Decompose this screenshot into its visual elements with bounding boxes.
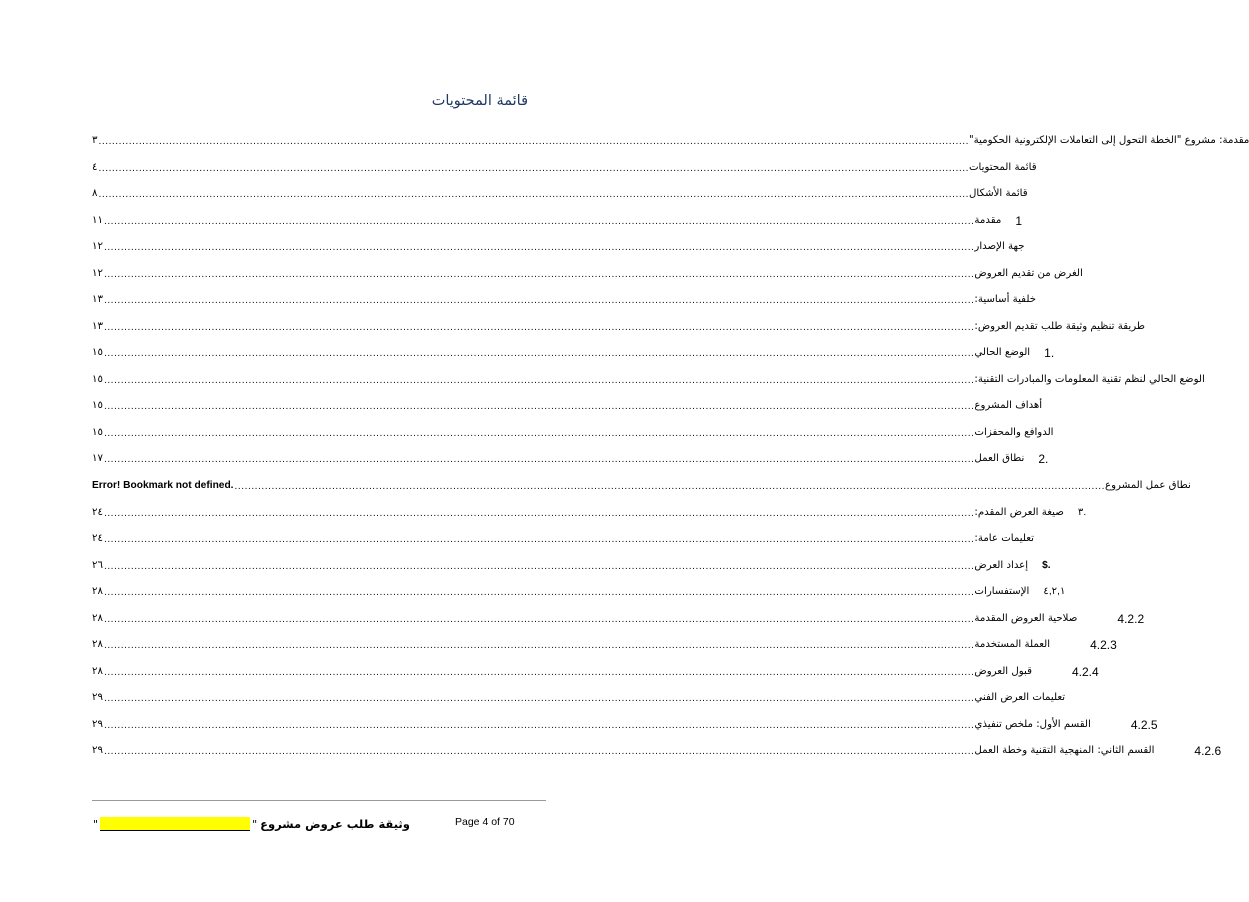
toc-entry[interactable] [92, 661, 1099, 679]
toc-dot-leader: ................................................................................................................................................................................................................................................................... [103, 402, 975, 412]
toc-page-number: ٢٨ [92, 639, 103, 650]
footer-doc-title [93, 816, 410, 832]
toc-section-number: ٣. [1077, 507, 1087, 518]
toc-entry-label: صلاحية العروض المقدمة [974, 613, 1078, 624]
toc-page-number: ١٧ [92, 453, 103, 464]
toc-page-number: ١٢ [92, 241, 103, 252]
toc-section-number: 4.2.6 [1194, 744, 1222, 758]
toc-entry-label: قبول العروض [974, 666, 1032, 677]
toc-entry-label: خلفية أساسية: [974, 294, 1036, 305]
toc-entry[interactable] [92, 130, 1249, 148]
toc-page-number: ٢٩ [92, 745, 103, 756]
toc-page-number: ٣ [92, 135, 98, 146]
toc-dot-leader: ................................................................................................................................................................................................................................................................... [103, 243, 975, 253]
toc-page-number: ١٣ [92, 294, 103, 305]
page-number: Page 4 of 70 [455, 816, 515, 828]
toc-entry-label: نطاق عمل المشروع [1104, 480, 1191, 491]
toc-entry[interactable] [92, 342, 1055, 360]
toc-entry-label: أهداف المشروع [974, 400, 1043, 411]
toc-dot-leader: ................................................................................................................................................................................................................................................................... [234, 482, 1105, 492]
toc-page-number: Error! Bookmark not defined. [92, 480, 234, 491]
toc-dot-leader: ................................................................................................................................................................................................................................................................... [103, 588, 975, 598]
toc-entry-label: نطاق العمل [974, 453, 1025, 464]
toc-dot-leader: ................................................................................................................................................................................................................................................................... [103, 455, 975, 465]
toc-dot-leader: ................................................................................................................................................................................................................................................................... [103, 562, 975, 572]
toc-page-number: ٢٨ [92, 613, 103, 624]
toc-section-number: 1. [1044, 346, 1055, 360]
toc-page-number: ١٢ [92, 268, 103, 279]
toc-page-number: ٢٨ [92, 586, 103, 597]
toc-entry-label: قائمة المحتويات [968, 162, 1037, 173]
toc-entry-label: الوضع الحالي [974, 347, 1031, 358]
toc-title: قائمة المحتويات [431, 93, 528, 109]
toc-dot-leader: ................................................................................................................................................................................................................................................................... [103, 641, 975, 651]
toc-entry-label: تعليمات العرض الفني [974, 692, 1066, 703]
toc-entry-label: الدوافع والمحفزات [974, 427, 1054, 438]
toc-entry-label: جهة الإصدار [974, 241, 1025, 252]
toc-entry[interactable] [92, 210, 1022, 228]
toc-entry[interactable] [92, 555, 1051, 573]
toc-dot-leader: ................................................................................................................................................................................................................................................................... [103, 721, 975, 731]
toc-dot-leader: ................................................................................................................................................................................................................................................................... [103, 747, 975, 757]
toc-entry[interactable] [92, 581, 1066, 599]
toc-dot-leader: ................................................................................................................................................................................................................................................................... [103, 615, 975, 625]
toc-entry-label: إعداد العرض [974, 560, 1029, 571]
toc-entry[interactable] [92, 369, 1205, 387]
footer-divider [92, 800, 546, 801]
toc-page-number: ٢٤ [92, 507, 103, 518]
toc-section-number: ٤,٢,١ [1043, 586, 1066, 597]
toc-entry-label: العملة المستخدمة [974, 639, 1051, 650]
toc-page-number: ٢٦ [92, 560, 103, 571]
toc-page-number: ١٥ [92, 400, 103, 411]
toc-entry[interactable] [92, 687, 1066, 705]
toc-dot-leader: ................................................................................................................................................................................................................................................................... [103, 535, 975, 545]
toc-entry-label: القسم الثاني: المنهجية التقنية وخطة العمل [974, 745, 1155, 756]
toc-entry-label: طريقة تنظيم وثيقة طلب تقديم العروض: [974, 321, 1145, 332]
toc-section-number: 4.2.3 [1090, 638, 1117, 652]
toc-page-number: ٢٩ [92, 692, 103, 703]
toc-dot-leader: ................................................................................................................................................................................................................................................................... [98, 137, 969, 147]
toc-entry[interactable] [92, 475, 1191, 493]
toc-entry[interactable] [92, 634, 1117, 652]
toc-section-number: 1 [1015, 214, 1022, 228]
toc-entry[interactable] [92, 740, 1222, 758]
toc-entry[interactable] [92, 448, 1049, 466]
toc-entry-label: تعليمات عامة: [974, 533, 1034, 544]
toc-section-number: 2. [1038, 452, 1049, 466]
toc-section-number: 4.2.4 [1071, 665, 1099, 679]
footer-quote-close: " [252, 817, 258, 831]
toc-entry[interactable] [92, 714, 1158, 732]
toc-page-number: ٢٩ [92, 719, 103, 730]
toc-entry[interactable] [92, 395, 1043, 413]
toc-entry[interactable] [92, 502, 1087, 520]
toc-page-number: ١٥ [92, 374, 103, 385]
toc-dot-leader: ................................................................................................................................................................................................................................................................... [103, 429, 975, 439]
toc-entry[interactable] [92, 289, 1036, 307]
toc-entry-label: صيغة العرض المقدم: [974, 507, 1064, 518]
toc-page-number: ١٥ [92, 347, 103, 358]
toc-dot-leader: ................................................................................................................................................................................................................................................................... [103, 270, 975, 280]
toc-page-number: ٨ [92, 188, 98, 199]
toc-entry-label: الإستفسارات [974, 586, 1030, 597]
toc-entry-label: مقدمة [974, 215, 1002, 226]
toc-dot-leader: ................................................................................................................................................................................................................................................................... [103, 376, 975, 386]
highlighted-blank [100, 817, 250, 831]
toc-page-number: ٢٤ [92, 533, 103, 544]
toc-section-number: $. [1042, 560, 1051, 571]
toc-entry[interactable] [92, 263, 1083, 281]
toc-section-number: 4.2.5 [1130, 718, 1158, 732]
toc-dot-leader: ................................................................................................................................................................................................................................................................... [98, 190, 969, 200]
toc-entry-label: الوضع الحالي لنظم تقنية المعلومات والمبادرات التقنية: [974, 374, 1205, 385]
toc-entry-label: القسم الأول: ملخص تنفيذي [974, 719, 1091, 730]
toc-dot-leader: ................................................................................................................................................................................................................................................................... [103, 694, 975, 704]
toc-entry[interactable] [92, 316, 1145, 334]
toc-entry-label: الغرض من تقديم العروض [974, 268, 1083, 279]
toc-page-number: ١١ [92, 215, 103, 226]
footer-title-text: وثيقة طلب عروض مشروع [260, 817, 410, 831]
toc-dot-leader: ................................................................................................................................................................................................................................................................... [103, 668, 975, 678]
footer-quote-open: " [93, 817, 99, 831]
toc-dot-leader: ................................................................................................................................................................................................................................................................... [103, 509, 975, 519]
toc-entry[interactable] [92, 236, 1025, 254]
toc-entry[interactable] [92, 528, 1034, 546]
toc-entry-label: قائمة الأشكال [968, 188, 1028, 199]
toc-dot-leader: ................................................................................................................................................................................................................................................................... [103, 296, 975, 306]
toc-entry[interactable] [92, 183, 1028, 201]
toc-dot-leader: ................................................................................................................................................................................................................................................................... [103, 217, 975, 227]
toc-dot-leader: ................................................................................................................................................................................................................................................................... [103, 349, 975, 359]
toc-entry-label: مقدمة: مشروع "الخطة التحول إلى التعاملات الإلكترونية الحكومية" [968, 135, 1249, 146]
toc-page-number: ١٣ [92, 321, 103, 332]
toc-dot-leader: ................................................................................................................................................................................................................................................................... [98, 164, 969, 174]
toc-entry[interactable] [92, 422, 1054, 440]
toc-page-number: ١٥ [92, 427, 103, 438]
toc-dot-leader: ................................................................................................................................................................................................................................................................... [103, 323, 975, 333]
toc-section-number: 4.2.2 [1117, 612, 1145, 626]
toc-entry[interactable] [92, 608, 1145, 626]
toc-page-number: ٤ [92, 162, 98, 173]
toc-page-number: ٢٨ [92, 666, 103, 677]
toc-entry[interactable] [92, 157, 1037, 175]
